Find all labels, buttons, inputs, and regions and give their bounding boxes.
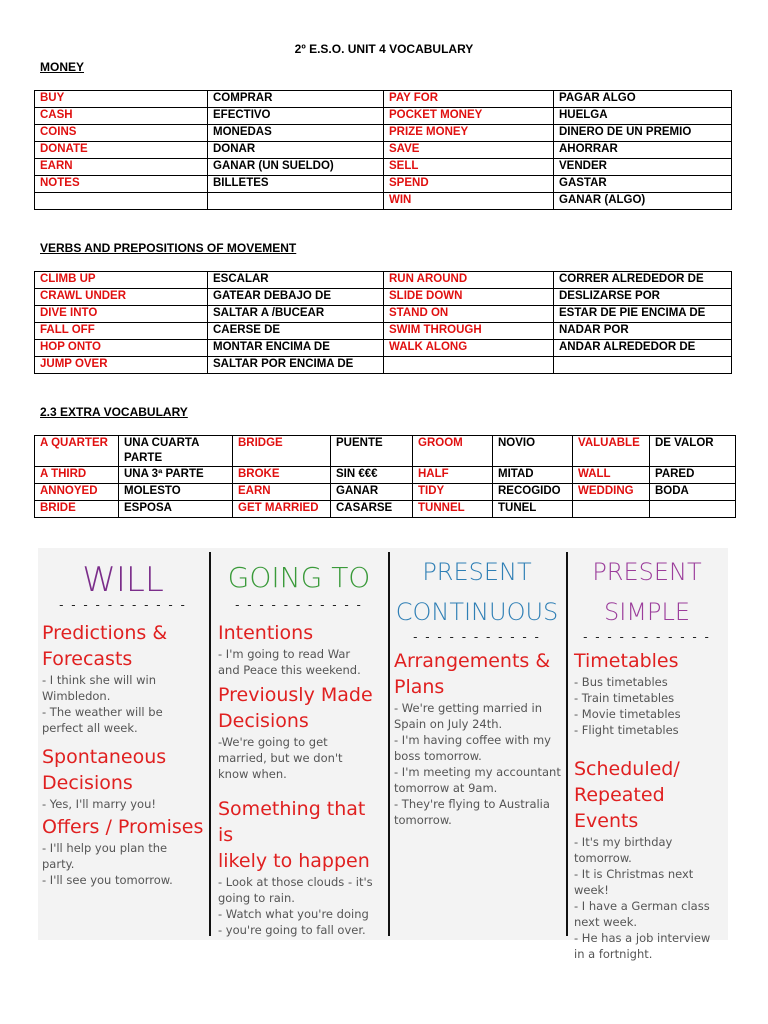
usage-block	[568, 648, 726, 738]
example-sentence: - Look at those clouds - it's	[218, 875, 373, 889]
english-term: CASH	[35, 108, 208, 125]
table-row	[35, 467, 736, 484]
tense-title-line: PRESENT	[592, 558, 702, 586]
english-term: SPEND	[384, 176, 554, 193]
tense-title	[38, 558, 208, 602]
section-extra-heading: 2.3 EXTRA VOCABULARY	[40, 405, 188, 419]
tense-title-line: GOING TO	[227, 561, 371, 594]
tense-title	[390, 552, 564, 632]
spanish-translation: NADAR POR	[554, 323, 732, 340]
english-term: GET MARRIED	[233, 501, 331, 518]
spanish-translation: BILLETES	[208, 176, 384, 193]
example-sentence: Wimbledon.	[42, 689, 111, 703]
example-sentence: - Bus timetables	[574, 675, 668, 689]
english-term: EARN	[35, 159, 208, 176]
spanish-translation: RECOGIDO	[493, 484, 573, 501]
example-sentence: - Watch what you're doing	[218, 907, 369, 921]
example-sentence: married, but we don't	[218, 751, 343, 765]
movement-table	[34, 271, 732, 374]
usage-block	[212, 682, 386, 782]
usage-heading: Decisions	[42, 772, 133, 794]
table-row	[35, 340, 732, 357]
example-sentence: - you're going to fall over.	[218, 923, 366, 937]
table-row	[35, 272, 732, 289]
example-sentence: - We're getting married in	[394, 701, 542, 715]
spanish-translation: NOVIO	[493, 436, 573, 467]
spanish-translation	[650, 501, 736, 518]
example-sentence: tomorrow.	[394, 813, 452, 827]
english-term: BRIDE	[35, 501, 119, 518]
english-term: BUY	[35, 91, 208, 108]
example-sentence: - Yes, I'll marry you!	[42, 797, 156, 811]
table-row	[35, 125, 732, 142]
dash-divider: - - - - - - - - - - -	[583, 630, 711, 644]
table-row	[35, 193, 732, 210]
page-title: 2º E.S.O. UNIT 4 VOCABULARY	[294, 42, 474, 56]
english-term: WIN	[384, 193, 554, 210]
usage-heading: Spontaneous	[42, 746, 167, 768]
dash-divider: - - - - - - - - - - -	[235, 598, 363, 612]
english-term: DONATE	[35, 142, 208, 159]
table-row	[35, 323, 732, 340]
spanish-translation: GANAR	[331, 484, 413, 501]
english-term: SAVE	[384, 142, 554, 159]
example-sentence: perfect all week.	[42, 721, 138, 735]
english-term: WALK ALONG	[384, 340, 554, 357]
spanish-translation	[554, 357, 732, 374]
example-sentence: - I think she will win	[42, 673, 156, 687]
example-sentence: next week.	[574, 915, 638, 929]
english-term: STAND ON	[384, 306, 554, 323]
example-sentence: -We're going to get	[218, 735, 328, 749]
spanish-translation: AHORRAR	[554, 142, 732, 159]
tense-column	[390, 548, 564, 940]
example-sentence: - I'm having coffee with my	[394, 733, 551, 747]
example-sentence: - I'll help you plan the	[42, 841, 168, 855]
spanish-translation: MONEDAS	[208, 125, 384, 142]
usage-block	[38, 814, 208, 888]
section-movement-heading: VERBS AND PREPOSITIONS OF MOVEMENT	[40, 241, 297, 255]
usage-heading: Something that is	[218, 798, 366, 846]
spanish-translation: COMPRAR	[208, 91, 384, 108]
english-term: GROOM	[413, 436, 493, 467]
english-term: WALL	[573, 467, 650, 484]
spanish-translation: MONTAR ENCIMA DE	[208, 340, 384, 357]
example-sentence: tomorrow at 9am.	[394, 781, 498, 795]
usage-heading: Scheduled/	[574, 758, 680, 780]
usage-heading: Repeated Events	[574, 784, 665, 832]
english-term: A THIRD	[35, 467, 119, 484]
spanish-translation: DE VALOR	[650, 436, 736, 467]
spanish-translation: DESLIZARSE POR	[554, 289, 732, 306]
tense-column	[38, 548, 208, 940]
example-sentence: - Train timetables	[574, 691, 675, 705]
spanish-translation: UNA 3ª PARTE	[119, 467, 233, 484]
example-sentence: boss tomorrow.	[394, 749, 482, 763]
english-term: NOTES	[35, 176, 208, 193]
usage-heading: likely to happen	[218, 850, 370, 872]
spanish-translation: GANAR (ALGO)	[554, 193, 732, 210]
spanish-translation: BODA	[650, 484, 736, 501]
english-term: A QUARTER	[35, 436, 119, 467]
example-sentence: Spain on July 24th.	[394, 717, 503, 731]
table-row	[35, 289, 732, 306]
spanish-translation: VENDER	[554, 159, 732, 176]
tense-title	[212, 558, 386, 598]
spanish-translation: HUELGA	[554, 108, 732, 125]
example-sentence: - I'm meeting my accountant	[394, 765, 561, 779]
spanish-translation: DONAR	[208, 142, 384, 159]
tense-title-line: CONTINUOUS	[395, 598, 559, 626]
spanish-translation: GASTAR	[554, 176, 732, 193]
english-term: PAY FOR	[384, 91, 554, 108]
spanish-translation: CAERSE DE	[208, 323, 384, 340]
usage-block	[212, 620, 386, 678]
usage-heading: Predictions &	[42, 622, 168, 644]
english-term: CLIMB UP	[35, 272, 208, 289]
tense-title-line: WILL	[82, 560, 164, 600]
extra-vocabulary-table	[34, 435, 736, 518]
usage-block	[38, 620, 208, 736]
usage-heading: Timetables	[574, 650, 679, 672]
spanish-translation: GATEAR DEBAJO DE	[208, 289, 384, 306]
english-term	[384, 357, 554, 374]
usage-heading: Intentions	[218, 622, 314, 644]
example-sentence: - I have a German class	[574, 899, 710, 913]
tense-title	[568, 552, 726, 632]
usage-heading: Plans	[394, 676, 445, 698]
section-money-heading: MONEY	[40, 60, 85, 74]
spanish-translation: TUNEL	[493, 501, 573, 518]
english-term: SLIDE DOWN	[384, 289, 554, 306]
example-sentence: - The weather will be	[42, 705, 163, 719]
spanish-translation: PARED	[650, 467, 736, 484]
tense-title-line: SIMPLE	[603, 598, 691, 626]
example-sentence: - I'll see you tomorrow.	[42, 873, 173, 887]
spanish-translation: ESCALAR	[208, 272, 384, 289]
table-row	[35, 142, 732, 159]
spanish-translation: UNA CUARTA PARTE	[119, 436, 233, 467]
table-row	[35, 306, 732, 323]
usage-heading: Forecasts	[42, 648, 133, 670]
column-divider	[209, 552, 211, 936]
usage-heading: Previously Made	[218, 684, 373, 706]
english-term: DIVE INTO	[35, 306, 208, 323]
english-term: WEDDING	[573, 484, 650, 501]
english-term: ANNOYED	[35, 484, 119, 501]
english-term: VALUABLE	[573, 436, 650, 467]
spanish-translation: ANDAR ALREDEDOR DE	[554, 340, 732, 357]
table-row	[35, 176, 732, 193]
dash-divider: - - - - - - - - - - -	[413, 630, 541, 644]
english-term: HALF	[413, 467, 493, 484]
english-term: COINS	[35, 125, 208, 142]
english-term: BROKE	[233, 467, 331, 484]
spanish-translation: MOLESTO	[119, 484, 233, 501]
example-sentence: tomorrow.	[574, 851, 632, 865]
table-row	[35, 484, 736, 501]
english-term: EARN	[233, 484, 331, 501]
example-sentence: - It is Christmas next week!	[574, 867, 694, 897]
english-term: TIDY	[413, 484, 493, 501]
example-sentence: know when.	[218, 767, 287, 781]
example-sentence: - Flight timetables	[574, 723, 679, 737]
usage-block	[568, 756, 726, 962]
dash-divider: - - - - - - - - - - -	[59, 598, 187, 612]
tense-column	[568, 548, 726, 961]
table-row	[35, 91, 732, 108]
spanish-translation: CORRER ALREDEDOR DE	[554, 272, 732, 289]
spanish-translation: GANAR (UN SUELDO)	[208, 159, 384, 176]
future-tenses-chart	[38, 548, 728, 961]
usage-block	[38, 744, 208, 812]
tense-column	[212, 548, 386, 940]
money-table	[34, 90, 732, 210]
english-term	[35, 193, 208, 210]
english-term: RUN AROUND	[384, 272, 554, 289]
spanish-translation: SALTAR A /BUCEAR	[208, 306, 384, 323]
spanish-translation: PAGAR ALGO	[554, 91, 732, 108]
spanish-translation: ESTAR DE PIE ENCIMA DE	[554, 306, 732, 323]
spanish-translation: ESPOSA	[119, 501, 233, 518]
example-sentence: - Movie timetables	[574, 707, 681, 721]
spanish-translation: SALTAR POR ENCIMA DE	[208, 357, 384, 374]
english-term: BRIDGE	[233, 436, 331, 467]
table-row	[35, 436, 736, 467]
spanish-translation: DINERO DE UN PREMIO	[554, 125, 732, 142]
english-term: SWIM THROUGH	[384, 323, 554, 340]
spanish-translation: PUENTE	[331, 436, 413, 467]
spanish-translation: SIN €€€	[331, 467, 413, 484]
example-sentence: - I'm going to read War	[218, 647, 351, 661]
english-term: SELL	[384, 159, 554, 176]
example-sentence: - It's my birthday	[574, 835, 673, 849]
table-row	[35, 501, 736, 518]
english-term: HOP ONTO	[35, 340, 208, 357]
usage-block	[390, 648, 564, 828]
usage-heading: Offers / Promises	[42, 816, 204, 838]
table-row	[35, 108, 732, 125]
example-sentence: in a fortnight.	[574, 947, 653, 961]
english-term: JUMP OVER	[35, 357, 208, 374]
example-sentence: going to rain.	[218, 891, 295, 905]
english-term: FALL OFF	[35, 323, 208, 340]
example-sentence: - He has a job interview	[574, 931, 711, 945]
usage-block	[212, 796, 386, 938]
english-term: TUNNEL	[413, 501, 493, 518]
spanish-translation	[208, 193, 384, 210]
table-row	[35, 357, 732, 374]
spanish-translation: MITAD	[493, 467, 573, 484]
english-term: PRIZE MONEY	[384, 125, 554, 142]
table-row	[35, 159, 732, 176]
example-sentence: - They're flying to Australia	[394, 797, 550, 811]
usage-heading: Arrangements &	[394, 650, 551, 672]
usage-heading: Decisions	[218, 710, 309, 732]
example-sentence: party.	[42, 857, 75, 871]
english-term	[573, 501, 650, 518]
spanish-translation: EFECTIVO	[208, 108, 384, 125]
tense-title-line: PRESENT	[422, 558, 532, 586]
example-sentence: and Peace this weekend.	[218, 663, 361, 677]
spanish-translation: CASARSE	[331, 501, 413, 518]
english-term: CRAWL UNDER	[35, 289, 208, 306]
english-term: POCKET MONEY	[384, 108, 554, 125]
